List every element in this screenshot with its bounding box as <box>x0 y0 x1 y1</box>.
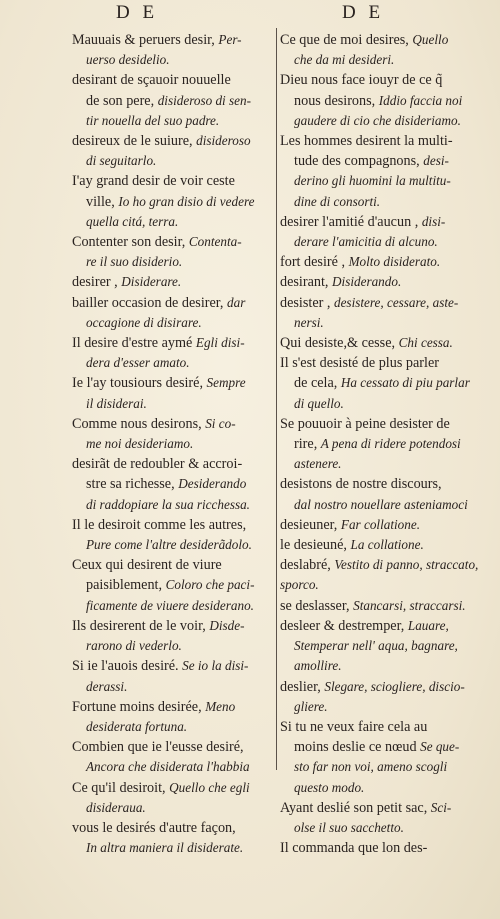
italian-text: che da mi desideri. <box>294 52 395 68</box>
entry-line <box>72 838 272 858</box>
french-text: desister , <box>280 294 334 311</box>
italian-text: Stancarsi, straccarsi. <box>353 597 466 613</box>
italian-text: Quello che egli <box>169 779 250 795</box>
italian-text: Se io la disi- <box>182 658 249 674</box>
french-text: rire, <box>294 436 321 453</box>
entry-line <box>280 414 485 434</box>
italian-text: Desiderando <box>178 476 247 492</box>
entry-line <box>72 111 272 131</box>
french-text: Fortune moins desirée, <box>72 698 206 715</box>
left-column <box>72 30 272 858</box>
french-text: desirant, <box>280 274 333 291</box>
italian-text: questo modo. <box>294 779 365 795</box>
french-text: de cela, <box>294 375 341 392</box>
italian-text: Disiderando. <box>332 274 402 290</box>
french-text: Si ie l'auois desiré. <box>72 658 183 675</box>
italian-text: Chi cessa. <box>398 335 453 351</box>
italian-text: di quello. <box>294 395 344 411</box>
entry-line <box>72 131 272 151</box>
italian-text: occagione di disirare. <box>86 314 202 330</box>
french-text: Les hommes desirent la multi- <box>280 133 453 150</box>
entry-line <box>72 91 272 111</box>
french-text: I'ay grand desir de voir ceste <box>72 173 235 190</box>
entry-line <box>280 373 485 393</box>
entry-line <box>280 252 485 272</box>
italian-text: sto far non voi, ameno scogli <box>294 759 448 775</box>
french-text: nous desirons, <box>294 92 379 109</box>
entry-line <box>72 495 272 515</box>
italian-text: me noi desideriamo. <box>86 436 194 452</box>
italian-text: amollire. <box>294 658 342 674</box>
entry-line <box>280 272 485 292</box>
french-text: Si tu ne veux faire cela au <box>280 718 428 735</box>
italian-text: disideroso <box>196 133 251 149</box>
italian-text: ficamente de viuere desiderano. <box>86 597 254 613</box>
italian-text: La collatione. <box>350 537 424 553</box>
entry-line <box>72 232 272 252</box>
entry-line <box>72 414 272 434</box>
entry-line <box>280 697 485 717</box>
entry-line <box>280 353 485 373</box>
italian-text: tir nouella del suo padre. <box>86 112 220 128</box>
entry-line <box>72 50 272 70</box>
italian-text: desi- <box>423 153 449 169</box>
italian-text: desistere, cessare, aste- <box>333 294 459 310</box>
entry-line <box>72 697 272 717</box>
italian-text: nersi. <box>294 314 324 330</box>
entry-line <box>72 192 272 212</box>
french-text: Comme nous desirons, <box>72 415 206 432</box>
italian-text: gaudere di cio che disideriamo. <box>294 112 461 128</box>
italian-text: Molto disiderato. <box>348 254 441 270</box>
french-text: paisiblement, <box>86 577 166 594</box>
header-left: D E <box>116 2 159 23</box>
header-right: D E <box>342 2 385 23</box>
french-text: Il s'est desisté de plus parler <box>280 355 439 372</box>
french-text: Mauuais & peruers desir, <box>72 32 219 48</box>
entry-line <box>72 30 272 50</box>
entry-line <box>280 636 485 656</box>
entry-line <box>72 757 272 777</box>
entry-line <box>280 495 485 515</box>
entry-line <box>72 313 272 333</box>
italian-text: derassi. <box>86 678 128 694</box>
italian-text: Sempre <box>206 375 246 391</box>
french-text: desirer , <box>72 274 122 291</box>
french-text: Combien que ie l'eusse desiré, <box>72 739 244 756</box>
entry-line <box>72 272 272 292</box>
italian-text: rarono di vederlo. <box>86 638 182 654</box>
french-text: Ils desirerent de le voir, <box>72 617 210 634</box>
entry-line <box>280 656 485 676</box>
italian-text: Disde- <box>209 617 245 633</box>
entry-line <box>280 192 485 212</box>
french-text: desireux de le suiure, <box>72 133 197 150</box>
entry-line <box>280 394 485 414</box>
french-text: desieuner, <box>280 516 341 533</box>
italian-text: Se que- <box>420 739 460 755</box>
italian-text: olse il suo sacchetto. <box>294 819 404 835</box>
french-text: Se pouuoir à peine desister de <box>280 415 450 432</box>
entry-line <box>72 778 272 798</box>
entry-line <box>72 474 272 494</box>
italian-text: A pena di ridere potendosi <box>320 436 461 452</box>
italian-text: Sci- <box>430 799 452 815</box>
entry-line <box>280 131 485 151</box>
entry-line <box>280 434 485 454</box>
italian-text: Ha cessato di piu parlar <box>340 375 470 391</box>
italian-text: Ancora che disiderata l'habbia <box>86 759 250 775</box>
entry-line <box>72 171 272 191</box>
italian-text: dar <box>227 294 246 310</box>
french-text: desirer l'amitié d'aucun , <box>280 213 422 230</box>
entry-line <box>280 454 485 474</box>
french-text: desirant de sçauoir nouuelle <box>72 72 231 89</box>
italian-text: derare l'amicitia di alcuno. <box>294 234 438 250</box>
entry-line <box>72 293 272 313</box>
entry-line <box>72 818 272 838</box>
entry-line <box>72 454 272 474</box>
italian-text: In altra maniera il disiderate. <box>86 840 244 856</box>
entry-line <box>280 111 485 131</box>
entry-line <box>72 434 272 454</box>
french-text: fort desiré , <box>280 254 349 271</box>
entry-line <box>72 70 272 90</box>
entry-line <box>280 50 485 70</box>
italian-text: Pure come l'altre desiderãdolo. <box>86 537 252 553</box>
french-text: se deslasser, <box>280 597 354 614</box>
french-text: stre sa richesse, <box>86 476 179 493</box>
italian-text: Far collatione. <box>340 516 421 532</box>
entry-line <box>280 535 485 555</box>
french-text: Contenter son desir, <box>72 234 189 251</box>
entry-line <box>280 313 485 333</box>
french-text: desirãt de redoubler & accroi- <box>72 456 243 473</box>
entry-line <box>72 515 272 535</box>
french-text: Ce qu'il desiroit, <box>72 779 170 796</box>
entry-line <box>280 91 485 111</box>
italian-text: quella citá, terra. <box>86 213 179 229</box>
french-text: vous le desirés d'autre façon, <box>72 819 236 836</box>
italian-text: dine di consorti. <box>294 193 381 209</box>
italian-text: Si co- <box>205 415 236 431</box>
french-text: Ie l'ay tousiours desiré, <box>72 375 207 392</box>
italian-text: Vestito di panno, straccato, sporco. <box>280 557 479 593</box>
italian-text: Disiderare. <box>121 274 182 290</box>
entry-line <box>72 394 272 414</box>
entry-line <box>280 171 485 191</box>
italian-text: gliere. <box>294 698 328 714</box>
entry-line <box>72 535 272 555</box>
italian-text: Stemperar nell' aqua, bagnare, <box>294 638 458 654</box>
entry-line <box>72 333 272 353</box>
entry-line <box>72 373 272 393</box>
entry-line <box>280 677 485 697</box>
entry-line <box>280 515 485 535</box>
entry-line <box>280 838 485 858</box>
french-text: Il desire d'estre aymé <box>72 335 196 352</box>
italian-text: astenere. <box>294 456 342 472</box>
italian-text: Iddio faccia noi <box>378 92 463 108</box>
entry-line <box>280 232 485 252</box>
french-text: de son pere, <box>86 92 158 109</box>
entry-line <box>280 717 485 737</box>
entry-line <box>280 818 485 838</box>
italian-text: dera d'esser amato. <box>86 355 190 371</box>
italian-text: Lauare, <box>407 617 449 633</box>
french-text: tude des compagnons, <box>294 153 424 170</box>
italian-text: re il suo disiderio. <box>86 254 183 270</box>
french-text: desleer & destremper, <box>280 617 408 634</box>
italian-text: Egli disi- <box>195 335 245 351</box>
italian-text: Meno <box>205 698 236 714</box>
entry-line <box>72 636 272 656</box>
french-text: Ceux qui desirent de viure <box>72 557 222 574</box>
french-text: Dieu nous face iouyr de ce q̃ <box>280 72 443 89</box>
entry-line <box>280 474 485 494</box>
right-column <box>280 30 485 858</box>
italian-text: Coloro che paci- <box>165 577 255 593</box>
italian-text: il disiderai. <box>86 395 147 411</box>
entry-line <box>72 677 272 697</box>
entry-line <box>280 798 485 818</box>
column-divider <box>276 28 277 770</box>
entry-line <box>280 737 485 757</box>
italian-text: desiderata fortuna. <box>86 718 188 734</box>
italian-text: disideroso di sen- <box>157 92 251 108</box>
entry-line <box>280 30 485 50</box>
entry-line <box>72 717 272 737</box>
entry-line <box>72 212 272 232</box>
french-text: Il commanda que lon des- <box>280 840 428 857</box>
entry-line <box>280 293 485 313</box>
french-text: Ce que de moi desires, <box>280 32 413 48</box>
entry-line <box>72 798 272 818</box>
entry-line <box>280 757 485 777</box>
italian-text: di seguitarlo. <box>86 153 157 169</box>
entry-line <box>72 151 272 171</box>
french-text: desistons de nostre discours, <box>280 476 442 493</box>
italian-text: Slegare, sciogliere, discio- <box>324 678 465 694</box>
entry-line <box>280 555 485 595</box>
french-text: deslier, <box>280 678 325 695</box>
entry-line <box>72 596 272 616</box>
italian-text: uerso desidelio. <box>86 52 170 68</box>
entry-line <box>72 575 272 595</box>
entry-line <box>72 616 272 636</box>
entry-line <box>72 656 272 676</box>
french-text: Il le desiroit comme les autres, <box>72 516 247 533</box>
french-text: le desieuné, <box>280 537 351 554</box>
italian-text: Quello <box>412 32 449 47</box>
entry-line <box>280 778 485 798</box>
entry-line <box>72 737 272 757</box>
entry-line <box>280 212 485 232</box>
entry-line <box>72 252 272 272</box>
italian-text: Io ho gran disio di vedere <box>118 193 255 209</box>
italian-text: dal nostro nouellare asteniamoci <box>294 496 468 512</box>
entry-line <box>280 616 485 636</box>
entry-line <box>280 333 485 353</box>
italian-text: Per- <box>218 32 242 47</box>
french-text: bailler occasion de desirer, <box>72 294 228 311</box>
entry-line <box>280 596 485 616</box>
entry-line <box>72 555 272 575</box>
italian-text: derino gli huomini la multitu- <box>294 173 451 189</box>
french-text: Qui desiste,& cesse, <box>280 335 399 352</box>
italian-text: disideraua. <box>86 799 146 815</box>
french-text: Ayant deslié son petit sac, <box>280 799 431 816</box>
italian-text: Contenta- <box>188 234 242 250</box>
entry-line <box>280 151 485 171</box>
french-text: ville, <box>86 193 119 210</box>
running-header <box>0 2 500 28</box>
french-text: deslabré, <box>280 557 335 574</box>
entry-line <box>72 353 272 373</box>
french-text: moins deslie ce nœud <box>294 739 421 756</box>
entry-line <box>280 70 485 90</box>
italian-text: disi- <box>421 213 446 229</box>
italian-text: di raddopiare la sua ricchessa. <box>86 496 250 512</box>
